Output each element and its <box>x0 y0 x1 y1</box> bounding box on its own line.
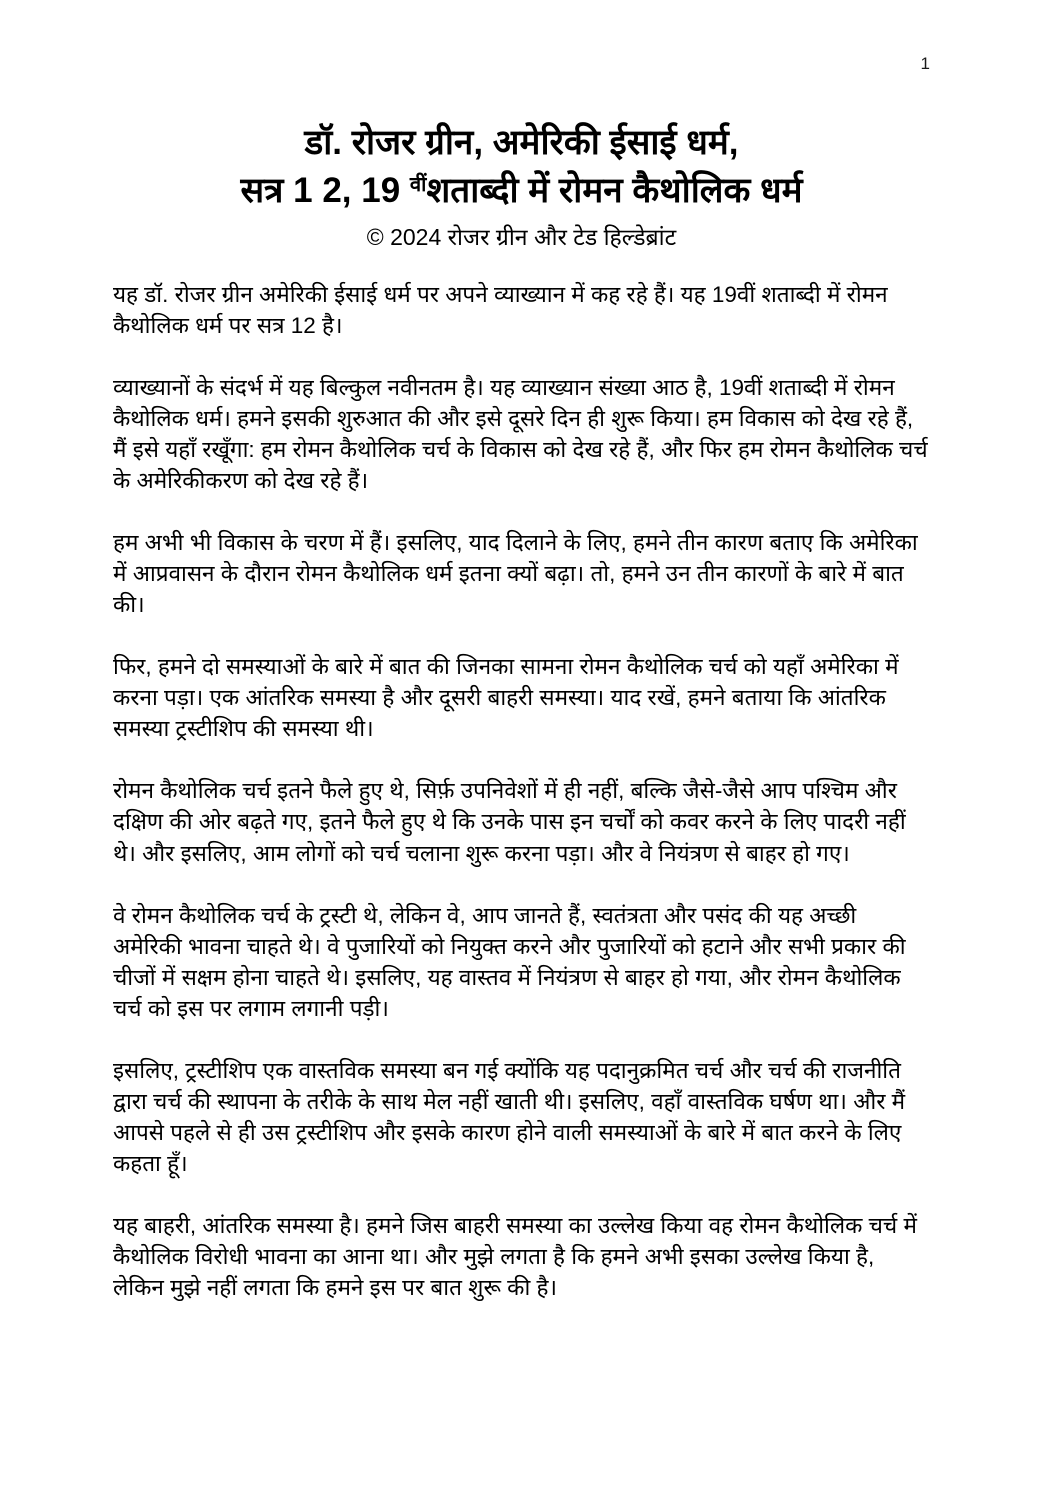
paragraph-3: हम अभी भी विकास के चरण में हैं। इसलिए, याद दिलाने के लिए, हमने तीन कारण बताए कि अमेरिका में आप्रवासन के दौरान रोमन कैथोलिक धर्म इतना क्यों बढ़ा। तो, हमने उन तीन कारणों के बारे में बात की। <box>113 530 918 618</box>
paragraph-1: यह डॉ. रोजर ग्रीन अमेरिकी ईसाई धर्म पर अपने व्याख्यान में कह रहे हैं। यह 19वीं शताब्दी में रोमन कैथोलिक धर्म पर सत्र 12 है। <box>113 281 888 338</box>
paragraph-8: यह बाहरी, आंतरिक समस्या है। हमने जिस बाहरी समस्या का उल्लेख किया वह रोमन कैथोलिक चर्च में कैथोलिक विरोधी भावना का आना था। और मुझे लगता है कि हमने अभी इसका उल्लेख किया है, लेकिन मुझे नहीं लगता कि हमने इस पर बात शुरू की है। <box>113 1212 917 1301</box>
paragraph-6: वे रोमन कैथोलिक चर्च के ट्रस्टी थे, लेकिन वे, आप जानते हैं, स्वतंत्रता और पसंद की यह अच्छी अमेरिकी भावना चाहते थे। वे पुजारियों को नियुक्त करने और पुजारियों को हटाने और सभी प्रकार की चीजों में सक्षम होना चाहते थे। इसलिए, यह वास्तव में नियंत्रण से बाहर हो गया, और रोमन कैथोलिक चर्च को इस पर लगाम लगानी पड़ी। <box>113 902 906 1021</box>
page-number: 1 <box>920 54 930 73</box>
lecture-transcript <box>113 279 930 1303</box>
title-line-2-suffix: शताब्दी में रोमन कैथोलिक धर्म <box>426 170 803 210</box>
paragraph-7: इसलिए, ट्रस्टीशिप एक वास्तविक समस्या बन गई क्योंकि यह पदानुक्रमित चर्च और चर्च की राजनीति द्वारा चर्च की स्थापना के तरीके के साथ मेल नहीं खाती थी। इसलिए, वहाँ वास्तविक घर्षण था। और मैं आपसे पहले से ही उस ट्रस्टीशिप और इसके कारण होने वाली समस्याओं के बारे में बात करने के लिए कहता हूँ। <box>113 1057 906 1176</box>
paragraph-2: व्याख्यानों के संदर्भ में यह बिल्कुल नवीनतम है। यह व्याख्यान संख्या आठ है, 19वीं शताब्दी में रोमन कैथोलिक धर्म। हमने इसकी शुरुआत की और इसे दूसरे दिन ही शुरू किया। हम विकास को देख रहे हैं, मैं इसे यहाँ रखूँगा: हम रोमन कैथोलिक चर्च के विकास को देख रहे हैं, और फिर हम रोमन कैथोलिक चर्च के अमेरिकीकरण को देख रहे हैं। <box>113 374 928 494</box>
title-line-2 <box>113 167 930 215</box>
document-title <box>113 119 930 215</box>
paragraph-5: रोमन कैथोलिक चर्च इतने फैले हुए थे, सिर्फ़ उपनिवेशों में ही नहीं, बल्कि जैसे-जैसे आप पश्चिम और दक्षिण की ओर बढ़ते गए, इतने फैले हुए थे कि उनके पास इन चर्चों को कवर करने के लिए पादरी नहीं थे। और इसलिए, आम लोगों को चर्च चलाना शुरू करना पड़ा। और वे नियंत्रण से बाहर हो गए। <box>113 778 906 866</box>
ordinal-superscript: वीं <box>409 173 427 196</box>
title-line-1: डॉ. रोजर ग्रीन, अमेरिकी ईसाई धर्म, <box>304 123 739 162</box>
copyright-line: © 2024 रोजर ग्रीन और टेड हिल्डेब्रांट <box>366 223 677 250</box>
paragraph-4: फिर, हमने दो समस्याओं के बारे में बात की जिनका सामना रोमन कैथोलिक चर्च को यहाँ अमेरिका में करना पड़ा। एक आंतरिक समस्या है और दूसरी बाहरी समस्या। याद रखें, हमने बताया कि आंतरिक समस्या ट्रस्टीशिप की समस्या थी। <box>113 654 899 742</box>
title-line-2-prefix: सत्र 1 2, 19 <box>240 170 410 210</box>
